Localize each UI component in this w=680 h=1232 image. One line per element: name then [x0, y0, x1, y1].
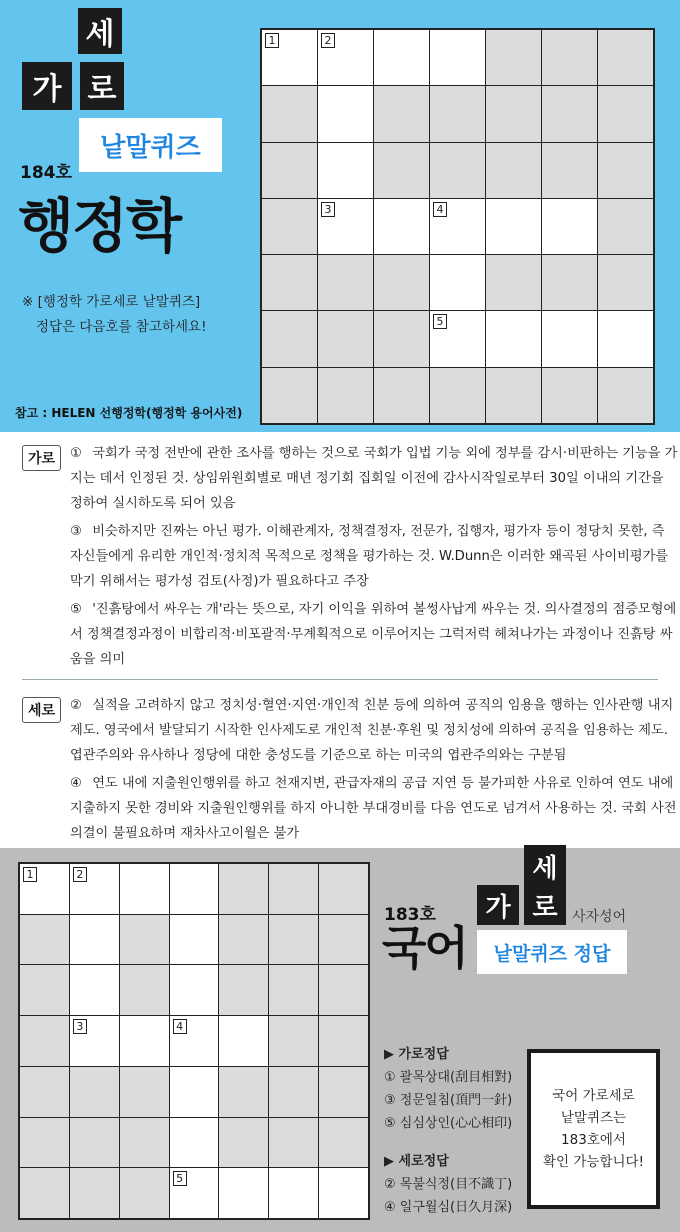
grid-cell-open[interactable]	[170, 1016, 219, 1066]
clue-number-badge: 4	[433, 202, 447, 217]
clue-text: 실적을 고려하지 않고 정치성·혈연·지연·개인적 친분 등에 의하여 공직의 임용을 행하는 인사관행 내지 제도. 영국에서 발달되기 시작한 인사제도로 개인적 친분·후원 및 정치성에 의하여 공직을 임용하는 제도. 엽관주의와 유사하나 정당에 대한 충성도를 기준으로 하는 미국의 엽관주의와는 구분됨	[70, 698, 674, 763]
across-answer: ⑤ 심심상인(心心相印)	[384, 1116, 513, 1131]
grid-cell-blocked	[598, 86, 653, 141]
grid-cell-blocked	[120, 1168, 169, 1218]
grid-cell-blocked	[430, 143, 485, 198]
title-tile-ro: 로	[80, 62, 124, 110]
grid-cell-blocked	[269, 864, 318, 914]
clue-number: ⑤	[70, 602, 82, 617]
grid-cell-blocked	[262, 368, 317, 423]
clue-number-badge: 5	[433, 314, 447, 329]
across-label: 가로	[22, 445, 61, 471]
across-answers-head: ▶ 가로정답	[384, 1047, 449, 1062]
grid-cell-open[interactable]	[262, 30, 317, 85]
grid-cell-open[interactable]	[120, 1016, 169, 1066]
grid-cell-blocked	[262, 199, 317, 254]
grid-cell-blocked	[20, 1016, 69, 1066]
clue-number-badge: 1	[265, 33, 279, 48]
grid-cell-open[interactable]	[70, 965, 119, 1015]
grid-cell-blocked	[120, 1118, 169, 1168]
clue-text: '진흙탕에서 싸우는 개'라는 뜻으로, 자기 이익을 위하여 볼썽사납게 싸우는 것. 의사결정의 점증모형에서 정책결정과정이 비합리적·비포괄적·무계획적으로 이루어지는 그럭저럭 헤쳐나가는 과정이나 진흙탕 싸움을 의미	[70, 602, 677, 667]
down-answer: ④ 일구월심(日久月深)	[384, 1200, 513, 1215]
grid-cell-open[interactable]	[374, 199, 429, 254]
issue-number: 184호	[20, 163, 72, 183]
grid-cell-blocked	[319, 965, 368, 1015]
grid-cell-blocked	[598, 199, 653, 254]
grid-cell-blocked	[374, 255, 429, 310]
grid-cell-open[interactable]	[430, 30, 485, 85]
clue-number: ①	[70, 446, 82, 461]
grid-cell-open[interactable]	[170, 1168, 219, 1218]
grid-cell-open[interactable]	[319, 1168, 368, 1218]
grid-cell-blocked	[120, 1067, 169, 1117]
across-answer: ① 괄목상대(刮目相對)	[384, 1070, 513, 1085]
grid-cell-open[interactable]	[430, 255, 485, 310]
grid-cell-blocked	[269, 1118, 318, 1168]
down-answers	[384, 1150, 512, 1219]
grid-cell-open[interactable]	[219, 1168, 268, 1218]
grid-cell-blocked	[374, 311, 429, 366]
grid-cell-open[interactable]	[374, 30, 429, 85]
title-tile-se: 세	[78, 8, 122, 54]
across-answers	[384, 1043, 512, 1135]
across-clue-3	[70, 519, 680, 594]
grid-cell-blocked	[269, 1016, 318, 1066]
answer-note	[22, 290, 207, 340]
grid-cell-blocked	[598, 255, 653, 310]
top-panel	[0, 0, 680, 432]
reference-text: 참고 : HELEN 선행정학(행정학 용어사전)	[15, 406, 243, 420]
clue-text: 비슷하지만 진짜는 아닌 평가. 이해관계자, 정책결정자, 전문가, 집행자, 평가자 등이 정당치 못한, 즉 자신들에게 유리한 개인적·정치적 목적으로 정책을 평가하는 것. W.Dunn은 이러한 왜곡된 사이비평가를 막기 위해서는 평가성 검토(사정)가 필요하다고 주장	[70, 524, 669, 589]
title-tile-ga: 가	[22, 62, 72, 110]
grid-cell-open[interactable]	[542, 311, 597, 366]
notice-box	[527, 1049, 660, 1209]
grid-cell-blocked	[20, 1067, 69, 1117]
notice-line: 국어 가로세로	[552, 1088, 635, 1104]
grid-cell-open[interactable]	[170, 965, 219, 1015]
clue-number: ②	[70, 698, 82, 713]
grid-cell-blocked	[70, 1168, 119, 1218]
clue-text: 국회가 국정 전반에 관한 조사를 행하는 것으로 국회가 입법 기능 외에 정부를 감시·비판하는 기능을 가지는 데서 인정된 것. 상임위원회별로 매년 정기회 집회일 이전에 감사시작일로부터 30일 이내의 기간을 정하여 실시하도록 되어 있음	[70, 446, 678, 511]
grid-cell-open[interactable]	[170, 864, 219, 914]
clue-number-badge: 1	[23, 867, 37, 882]
topic-title: 행정학	[18, 192, 181, 260]
clue-number-badge: 4	[173, 1019, 187, 1034]
grid-cell-blocked	[20, 1118, 69, 1168]
grid-cell-open[interactable]	[70, 864, 119, 914]
grid-cell-blocked	[319, 1118, 368, 1168]
across-clue-1	[70, 441, 680, 516]
grid-cell-open[interactable]	[318, 86, 373, 141]
grid-cell-blocked	[486, 255, 541, 310]
clue-number-badge: 3	[321, 202, 335, 217]
clue-number-badge: 2	[321, 33, 335, 48]
grid-cell-blocked	[374, 143, 429, 198]
across-answer: ③ 정문일침(頂門一針)	[384, 1093, 513, 1108]
grid-cell-open[interactable]	[170, 1118, 219, 1168]
grid-cell-blocked	[542, 368, 597, 423]
grid-cell-blocked	[219, 915, 268, 965]
grid-cell-blocked	[269, 1067, 318, 1117]
grid-cell-blocked	[70, 1118, 119, 1168]
grid-cell-blocked	[598, 143, 653, 198]
crossword-grid-184	[260, 28, 655, 425]
answer-category: 사자성어	[572, 909, 627, 925]
grid-cell-blocked	[598, 368, 653, 423]
grid-cell-blocked	[486, 368, 541, 423]
grid-cell-open[interactable]	[318, 143, 373, 198]
grid-cell-open[interactable]	[120, 864, 169, 914]
down-answers-head: ▶ 세로정답	[384, 1154, 449, 1169]
note-line-1: ※ [행정학 가로세로 낱말퀴즈]	[22, 294, 201, 310]
grid-cell-open[interactable]	[269, 1168, 318, 1218]
grid-cell-blocked	[374, 368, 429, 423]
grid-cell-open[interactable]	[486, 311, 541, 366]
grid-cell-blocked	[319, 1016, 368, 1066]
grid-cell-blocked	[318, 255, 373, 310]
notice-line: 낱말퀴즈는	[560, 1110, 627, 1126]
grid-cell-blocked	[486, 143, 541, 198]
grid-cell-blocked	[219, 1118, 268, 1168]
grid-cell-blocked	[20, 965, 69, 1015]
grid-cell-open[interactable]	[219, 1016, 268, 1066]
grid-cell-blocked	[319, 915, 368, 965]
grid-cell-blocked	[219, 1067, 268, 1117]
grid-cell-blocked	[262, 143, 317, 198]
answer-tile-se: 세	[524, 845, 566, 887]
grid-cell-open[interactable]	[70, 1016, 119, 1066]
grid-cell-open[interactable]	[170, 915, 219, 965]
answer-topic-title: 국어	[382, 921, 467, 975]
notice-line: 확인 가능합니다!	[543, 1154, 644, 1170]
grid-cell-blocked	[319, 1067, 368, 1117]
grid-cell-blocked	[262, 311, 317, 366]
across-clue-5	[70, 597, 680, 672]
clue-number: ④	[70, 776, 82, 791]
grid-cell-open[interactable]	[70, 915, 119, 965]
notice-line: 183호에서	[561, 1132, 626, 1148]
grid-cell-open[interactable]	[318, 199, 373, 254]
down-clue-2	[70, 693, 680, 768]
clue-number-badge: 3	[73, 1019, 87, 1034]
grid-cell-open[interactable]	[486, 199, 541, 254]
grid-cell-blocked	[486, 86, 541, 141]
grid-cell-blocked	[262, 255, 317, 310]
grid-cell-open[interactable]	[20, 864, 69, 914]
grid-cell-open[interactable]	[430, 199, 485, 254]
clue-number-badge: 5	[173, 1171, 187, 1186]
grid-cell-blocked	[269, 915, 318, 965]
grid-cell-blocked	[430, 368, 485, 423]
grid-cell-blocked	[318, 311, 373, 366]
grid-cell-blocked	[269, 965, 318, 1015]
down-clue-4	[70, 771, 680, 846]
grid-cell-blocked	[70, 1067, 119, 1117]
grid-cell-open[interactable]	[542, 199, 597, 254]
down-answer: ② 목불식정(目不識丁)	[384, 1177, 513, 1192]
note-line-2: 정답은 다음호를 참고하세요!	[36, 319, 207, 335]
grid-cell-blocked	[262, 86, 317, 141]
answer-subtitle: 낱말퀴즈 정답	[477, 930, 627, 974]
clue-text: 연도 내에 지출원인행위를 하고 천재지변, 관급자재의 공급 지연 등 불가피한 사유로 인하여 연도 내에 지출하지 못한 경비와 지출원인행위를 하지 아니한 부대경비를 다음 연도로 넘겨서 사용하는 것. 국회 사전의결이 불필요하며 재차사고이월은 불가	[70, 776, 677, 841]
grid-cell-blocked	[219, 965, 268, 1015]
grid-cell-blocked	[319, 864, 368, 914]
grid-cell-blocked	[20, 1168, 69, 1218]
grid-cell-blocked	[542, 86, 597, 141]
grid-cell-blocked	[318, 368, 373, 423]
grid-cell-open[interactable]	[598, 311, 653, 366]
grid-cell-blocked	[542, 255, 597, 310]
grid-cell-open[interactable]	[430, 311, 485, 366]
answer-issue-number: 183호	[384, 905, 436, 925]
grid-cell-open[interactable]	[170, 1067, 219, 1117]
quiz-subtitle: 낱말퀴즈	[79, 118, 222, 172]
grid-cell-blocked	[598, 30, 653, 85]
grid-cell-blocked	[486, 30, 541, 85]
grid-cell-blocked	[20, 915, 69, 965]
answer-tile-ro: 로	[524, 885, 566, 925]
grid-cell-open[interactable]	[318, 30, 373, 85]
grid-cell-blocked	[542, 30, 597, 85]
grid-cell-blocked	[430, 86, 485, 141]
crossword-grid-183	[18, 862, 370, 1220]
grid-cell-blocked	[374, 86, 429, 141]
down-label: 세로	[22, 697, 61, 723]
grid-cell-blocked	[219, 864, 268, 914]
answer-tile-ga: 가	[477, 885, 519, 925]
grid-cell-blocked	[542, 143, 597, 198]
clue-number-badge: 2	[73, 867, 87, 882]
section-divider	[22, 679, 658, 680]
grid-cell-blocked	[120, 915, 169, 965]
grid-cell-blocked	[120, 965, 169, 1015]
clue-number: ③	[70, 524, 82, 539]
